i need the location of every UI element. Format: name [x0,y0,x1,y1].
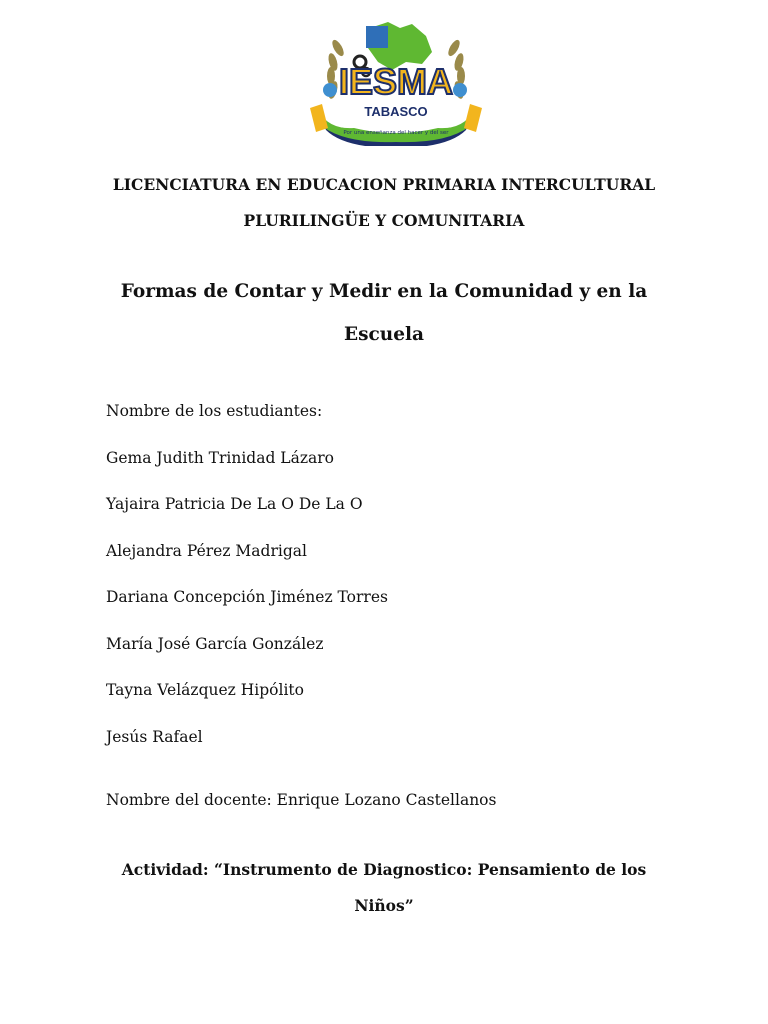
student-name: María José García González [106,635,324,653]
student-name: Yajaira Patricia De La O De La O [106,495,363,513]
student-name: Jesús Rafael [106,728,203,746]
student-name: Alejandra Pérez Madrigal [106,542,307,560]
student-name: Gema Judith Trinidad Lázaro [106,449,334,467]
student-name: Tayna Velázquez Hipólito [106,681,304,699]
activity-line1: Actividad: “Instrumento de Diagnostico: Pensamiento de los [121,860,647,879]
students-label: Nombre de los estudiantes: [106,402,323,420]
logo-subtitle: TABASCO [364,104,428,119]
logo-motto: Por una enseñanza del hacer y del ser [343,130,449,136]
activity-line2: Niños” [354,896,414,915]
student-name: Dariana Concepción Jiménez Torres [106,588,388,606]
teacher-name: Nombre del docente: Enrique Lozano Castellanos [106,791,497,809]
document-title-line2: Escuela [343,324,425,345]
logo-name: IESMA [338,61,454,102]
iesma-logo [308,18,484,146]
iesma-seal-icon [308,18,484,146]
document-title-line1: Formas de Contar y Medir en la Comunidad y en la [120,281,648,302]
program-title-line1: LICENCIATURA EN EDUCACION PRIMARIA INTERCULTURAL [112,175,656,194]
program-title-line2: PLURILINGÜE Y COMUNITARIA [243,211,525,230]
